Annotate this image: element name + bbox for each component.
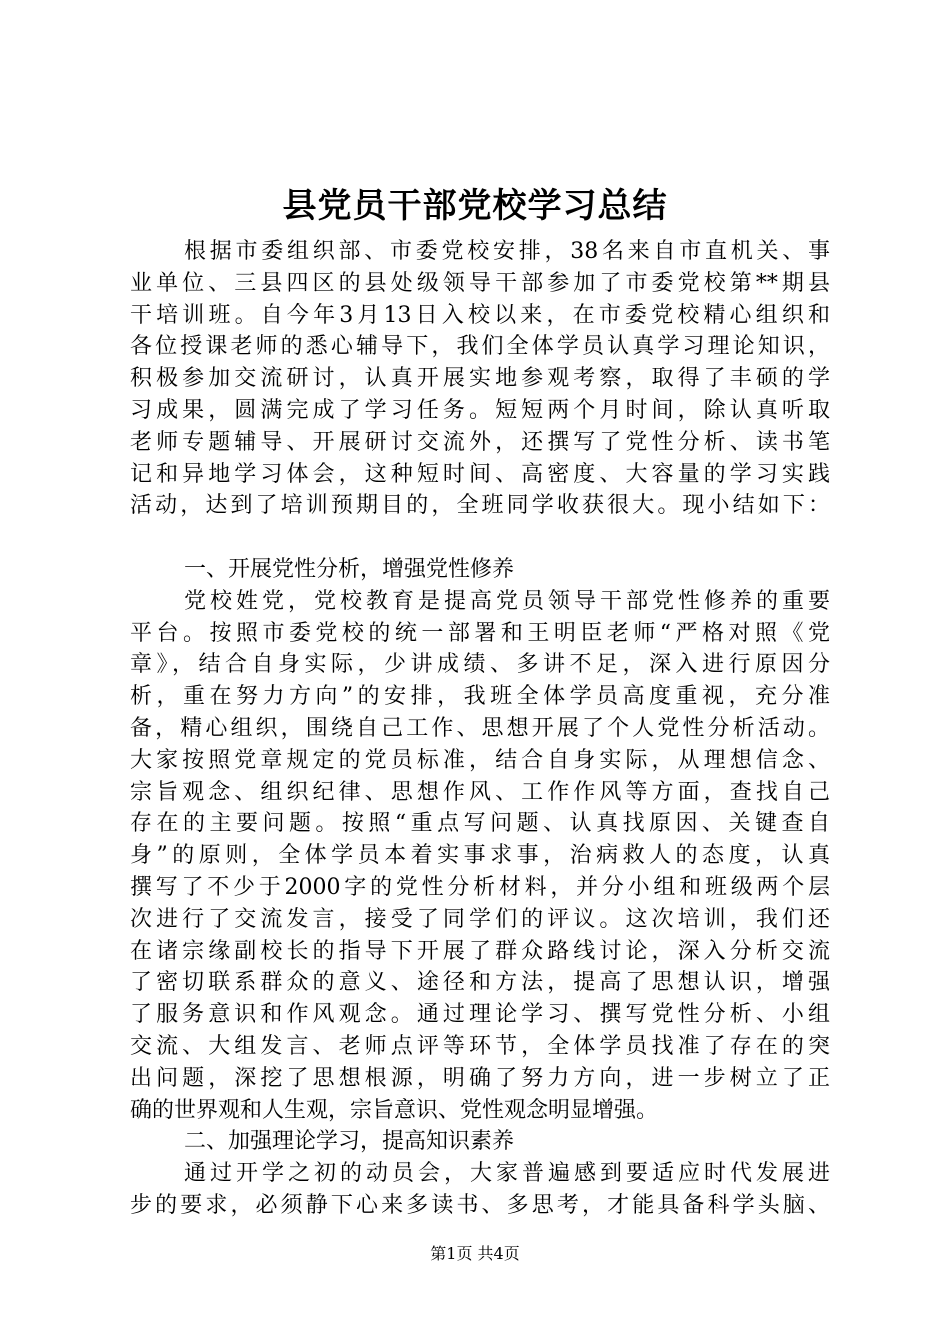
text-line: 确的世界观和人生观，宗旨意识、党性观念明显增强。 [130,1097,659,1123]
document-body [130,236,830,1222]
text-line: 出问题，深挖了思想根源，明确了努力方向，进一步树立了正 [130,1065,830,1091]
text-line: 撰写了不少于2000字的党性分析材料，并分小组和班级两个层 [130,874,830,900]
text-line: 根据市委组织部、市委党校安排，38名来自市直机关、事 [184,239,830,264]
text-line: 交流、大组发言、老师点评等环节，全体学员找准了存在的突 [130,1033,830,1059]
text-line: 身”的原则，全体学员本着实事求事，治病救人的态度，认真 [130,843,830,869]
text-line: 积极参加交流研讨，认真开展实地参观考察，取得了丰硕的学 [130,366,830,392]
text-line: 通过开学之初的动员会，大家普遍感到要适应时代发展进 [184,1161,830,1187]
text-line: 各位授课老师的悉心辅导下，我们全体学员认真学习理论知识， [130,334,830,360]
text-line: 习成果，圆满完成了学习任务。短短两个月时间，除认真听取 [130,397,830,423]
text-line: 存在的主要问题。按照“重点写问题、认真找原因、关键查自 [130,811,830,837]
text-line: 析，重在努力方向”的安排，我班全体学员高度重视，充分准 [130,684,830,710]
text-line: 大家按照党章规定的党员标准，结合自身实际，从理想信念、 [130,747,830,773]
text-line: 宗旨观念、组织纪律、思想作风、工作作风等方面，查找自己 [130,779,830,805]
text-line: 次进行了交流发言，接受了同学们的评议。这次培训，我们还 [130,906,830,932]
text-line: 业单位、三县四区的县处级领导干部参加了市委党校第**期县 [130,270,830,296]
text-line: 备，精心组织，围绕自己工作、思想开展了个人党性分析活动。 [130,715,830,741]
text-line: 一、开展党性分析，增强党性修养 [184,556,515,582]
text-line: 平台。按照市委党校的统一部署和王明臣老师“严格对照《党 [130,620,830,646]
text-line: 活动，达到了培训预期目的，全班同学收获很大。现小结如下： [130,493,830,519]
text-line: 干培训班。自今年3月13日入校以来，在市委党校精心组织和 [130,302,830,328]
text-line: 章》，结合自身实际，少讲成绩、多讲不足，深入进行原因分 [130,652,830,678]
paragraph-gap [130,522,830,554]
document-title: 县党员干部党校学习总结 [282,186,668,226]
text-line: 老师专题辅导、开展研讨交流外，还撰写了党性分析、读书笔 [130,429,830,455]
text-line: 步的要求，必须静下心来多读书、多思考，才能具备科学头脑、 [130,1192,830,1218]
text-line: 党校姓党，党校教育是提高党员领导干部党性修养的重要 [184,588,830,614]
text-line: 记和异地学习体会，这种短时间、高密度、大容量的学习实践 [130,461,830,487]
text-line: 二、加强理论学习，提高知识素养 [184,1129,515,1155]
text-line: 在诸宗缘副校长的指导下开展了群众路线讨论，深入分析交流 [130,938,830,964]
page-footer: 第1页 共4页 [430,1244,520,1263]
text-line: 了密切联系群众的意义、途径和方法，提高了思想认识，增强 [130,970,830,996]
text-line: 了服务意识和作风观念。通过理论学习、撰写党性分析、小组 [130,1002,830,1028]
